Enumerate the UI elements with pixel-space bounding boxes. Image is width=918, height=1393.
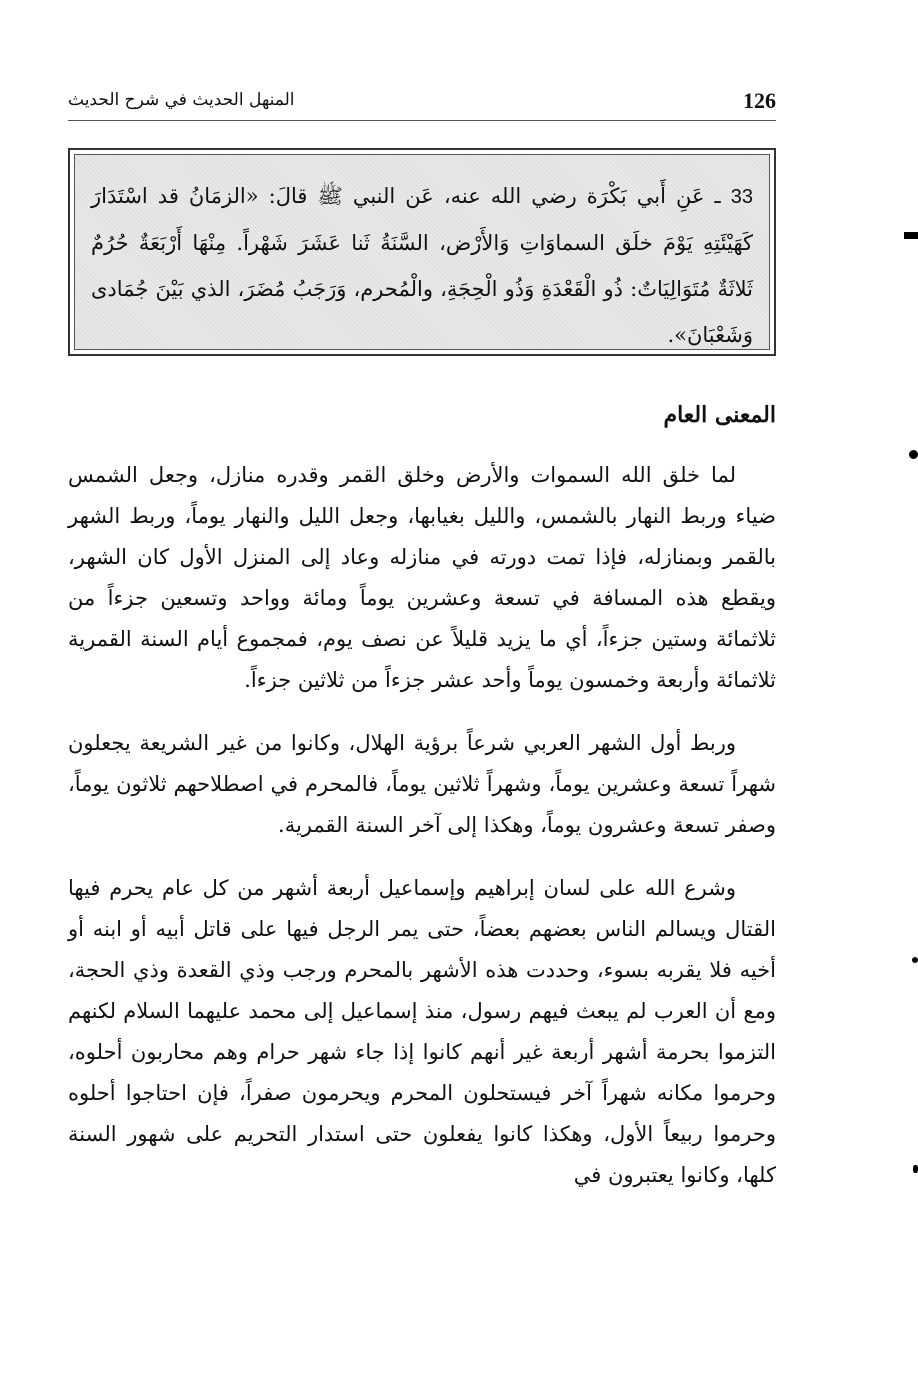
book-title: المنهل الحديث في شرح الحديث (68, 90, 295, 110)
hadith-text: ـ عَنِ أَبي بَكْرَة رضي الله عنه، عَن النبي ﷺ قالَ: «الزمَانُ قد اسْتَدَارَ كَهَيْئَتِهِ يَوْمَ خلَق السماوَاتِ وَالأَرْض، السَّنَةُ ثَنا عَشَرَ شَهْراً. مِنْهَا أَرْبَعَةٌ حُرُمٌ ثَلاثَةٌ مُتَوَالِيَاتٌ: ذُو الْقَعْدَةِ وَذُو الْحِجَةِ، والْمُحرم، وَرَجَبُ مُضَرَ، الذي بَيْنَ جُمَادى وَشَعْبَانَ». (91, 184, 753, 347)
paragraph: وربط أول الشهر العربي شرعاً برؤية الهلال، وكانوا من غير الشريعة يجعلون شهراً تسعة وعشرين يوماً، وشهراً ثلاثين يوماً، فالمحرم في اصطلاحهم ثلاثون يوماً، وصفر تسعة وعشرون يوماً، وهكذا إلى آخر السنة القمرية. (68, 731, 776, 837)
margin-mark (904, 232, 918, 239)
section-heading: المعنى العام (663, 402, 776, 428)
hadith-number: 33 (730, 186, 753, 208)
hadith-text-block (74, 154, 770, 350)
paragraph: لما خلق الله السموات والأرض وخلق القمر وقدره منازل، وجعل الشمس ضياء وربط النهار بالشمس، والليل بغيابها، وجعل الليل والنهار يوماً، وربط الشهر بالقمر وبمنازله، فإذا تمت دورته في منازله وعاد إلى المنزل الأول كان الشهر، ويقطع هذه المسافة في تسعة وعشرين يوماً ومائة وواحد وتسعين جزءاً من ثلاثمائة وستين جزءاً، أي ما يزيد قليلاً عن نصف يوم، فمجموع أيام السنة القمرية ثلاثمائة وأربعة وخمسون يوماً وأحد عشر جزءاً من ثلاثين جزءاً. (68, 463, 776, 692)
page-number: 126 (743, 88, 776, 113)
margin-mark (913, 1165, 918, 1173)
hadith-box (68, 148, 776, 356)
body-text (68, 455, 776, 1218)
paragraph: وشرع الله على لسان إبراهيم وإسماعيل أربعة أشهر من كل عام يحرم فيها القتال ويسالم الناس بعضهم بعضاً، حتى يمر الرجل فيها على قاتل أبيه أو ابنه أو أخيه فلا يقربه بسوء، وحددت هذه الأشهر بالمحرم ورجب وذي القعدة وذي الحجة، ومع أن العرب لم يبعث فيهم رسول، منذ إسماعيل إلى محمد عليهما السلام لكنهم التزموا بحرمة أشهر أربعة غير أنهم كانوا إذا جاء شهر حرام وهم محاربون أحلوه، وحرموا مكانه شهراً آخر فيستحلون المحرم ويحرمون صفراً، فإن احتاجوا أحلوه وحرموا ربيعاً الأول، وهكذا كانوا يفعلون حتى استدار التحريم على شهور السنة كلها، وكانوا يعتبرون في (68, 876, 776, 1187)
margin-mark (909, 450, 918, 459)
margin-mark (912, 957, 918, 963)
running-header (68, 86, 776, 121)
